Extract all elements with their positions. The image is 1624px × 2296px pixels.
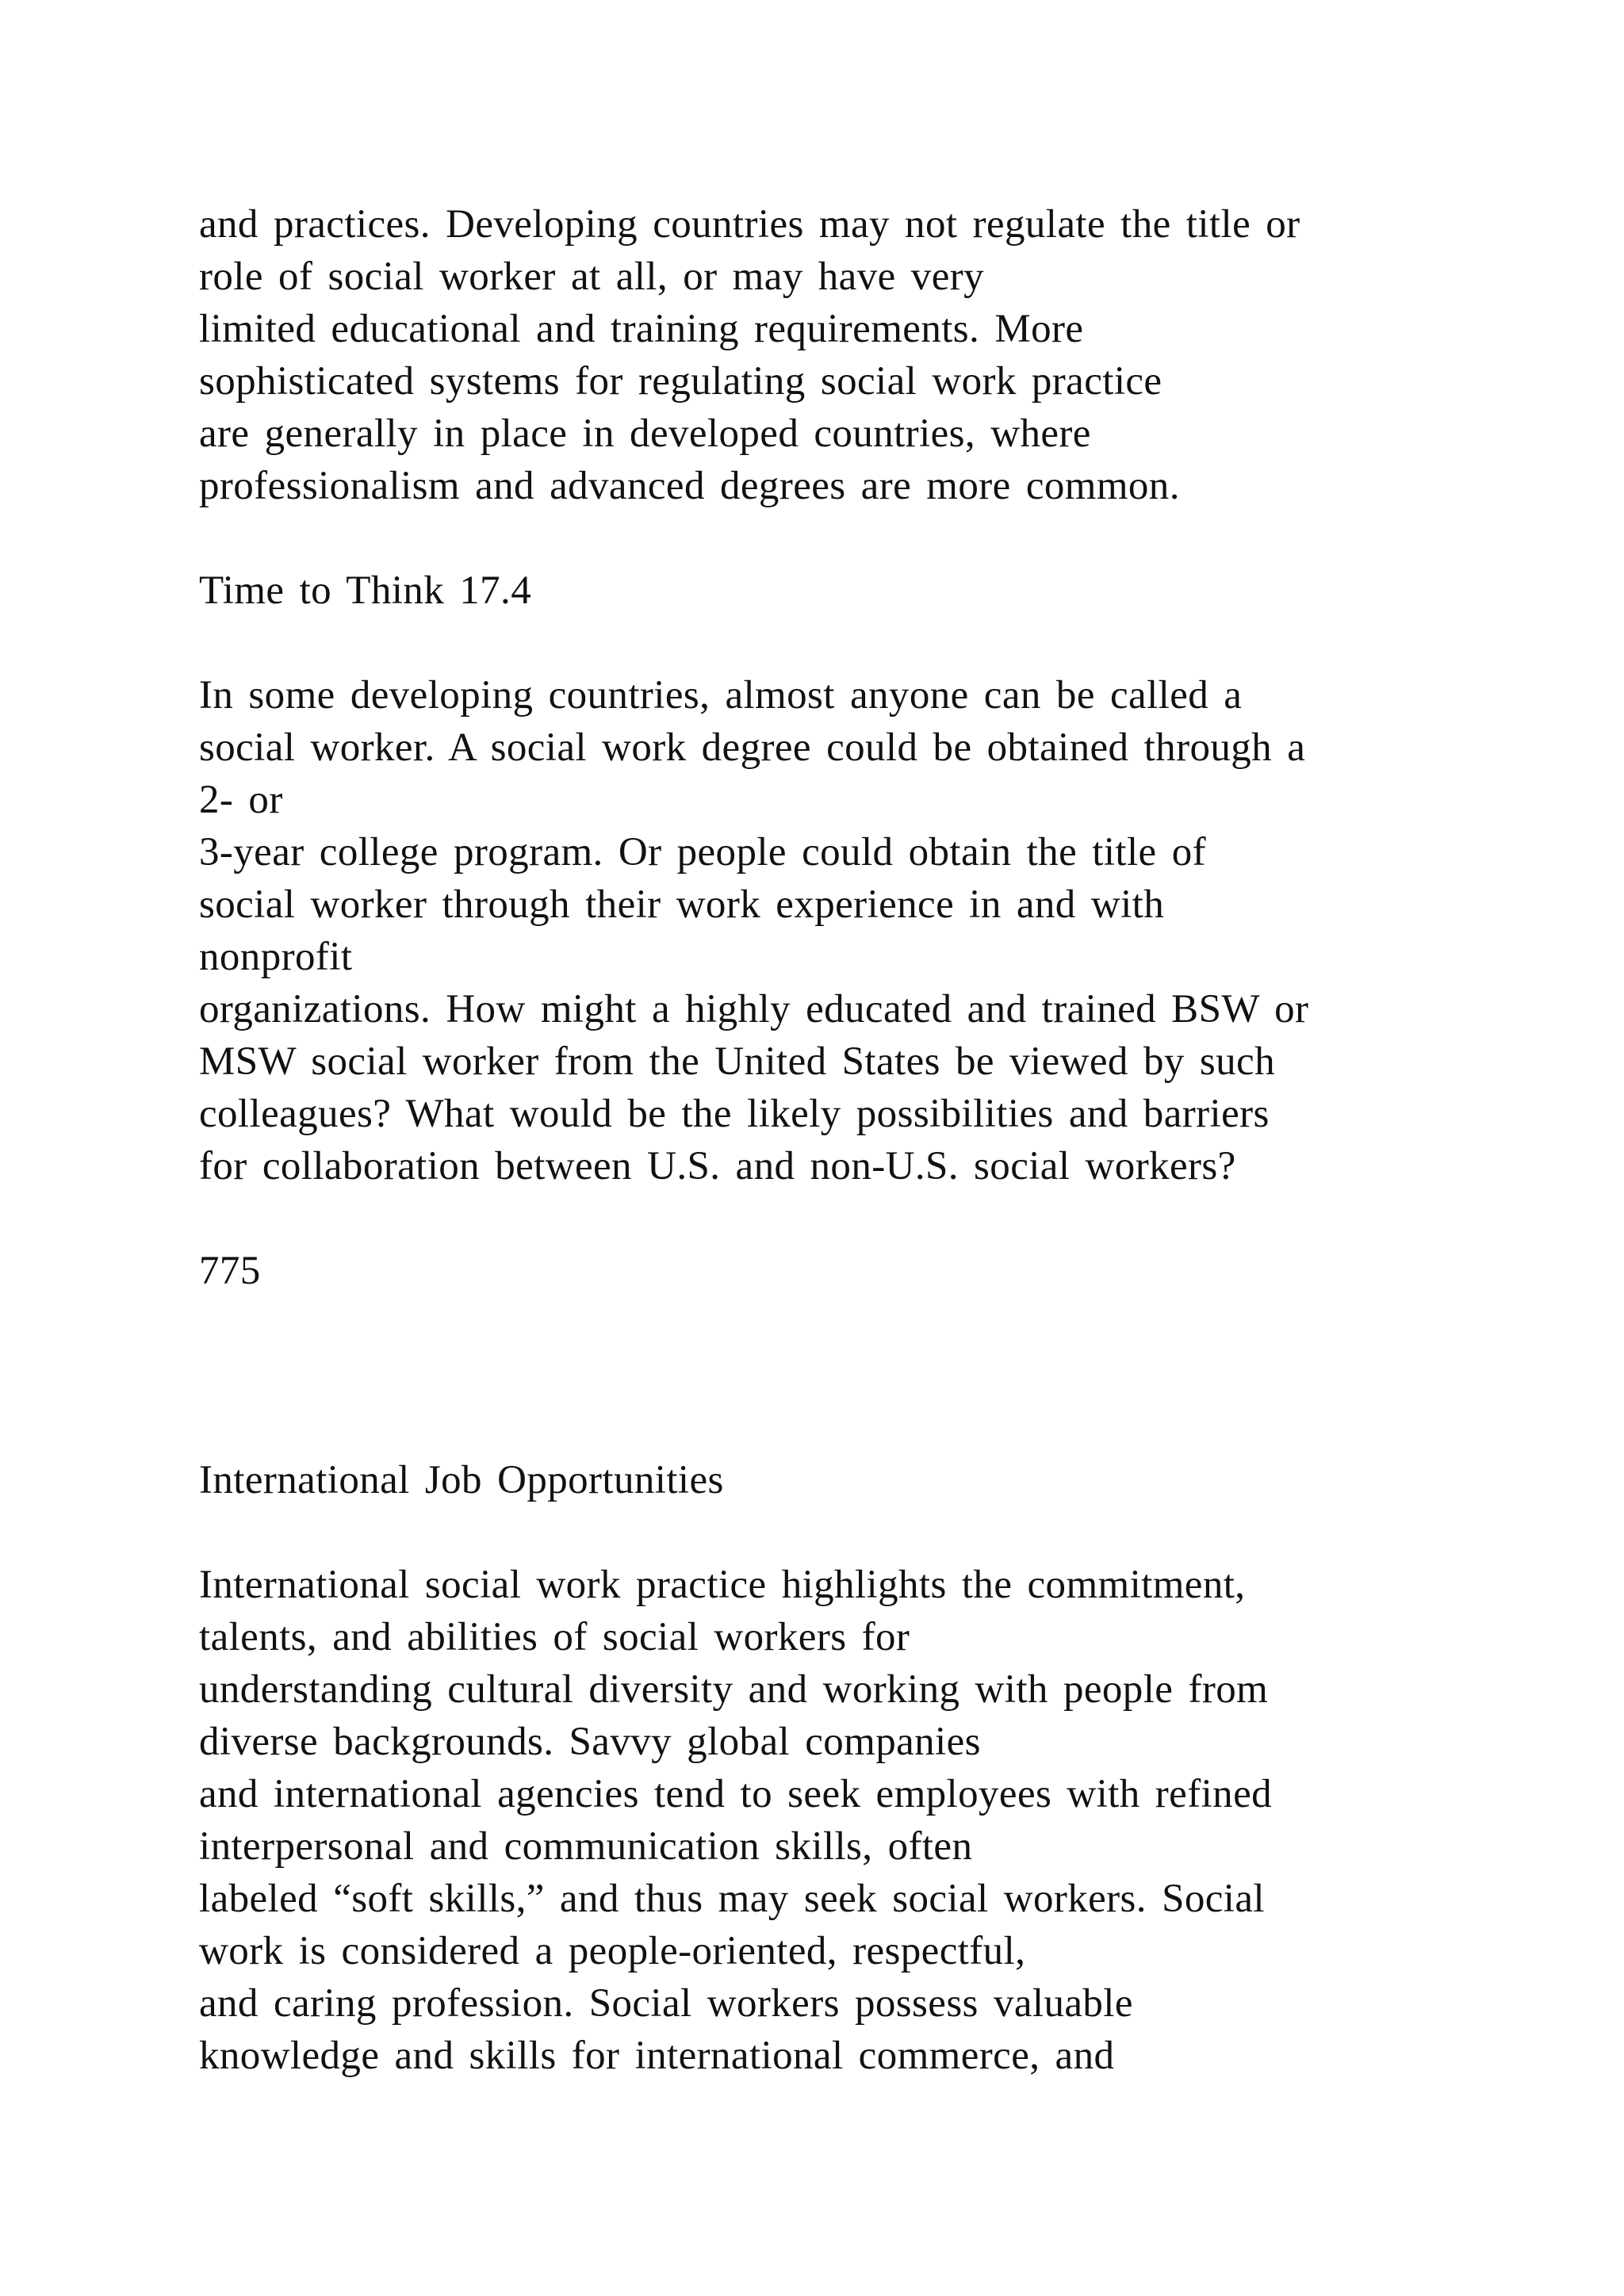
page-number: 775 [199, 1249, 261, 1293]
text-line: social worker through their work experience in and with [199, 882, 1165, 927]
text-line: talents, and abilities of social workers for [199, 1615, 910, 1659]
text-line: diverse backgrounds. Savvy global companies [199, 1720, 981, 1764]
text-line: MSW social worker from the United States be viewed by such [199, 1039, 1275, 1084]
text-line: sophisticated systems for regulating social work practice [199, 359, 1162, 404]
text-line: understanding cultural diversity and working with people from [199, 1667, 1269, 1712]
text-line: interpersonal and communication skills, often [199, 1824, 973, 1869]
text-line: social worker. A social work degree could be obtained through a [199, 725, 1306, 770]
text-line: nonprofit [199, 935, 353, 979]
text-line: professionalism and advanced degrees are more common. [199, 464, 1180, 508]
text-line: 3-year college program. Or people could obtain the title of [199, 830, 1206, 874]
text-line: work is considered a people-oriented, respectful, [199, 1929, 1026, 1973]
text-line: In some developing countries, almost anyone can be called a [199, 673, 1243, 718]
text-line: are generally in place in developed countries, where [199, 411, 1091, 456]
text-line: and international agencies tend to seek employees with refined [199, 1772, 1273, 1816]
text-line: limited educational and training requirements. More [199, 307, 1084, 351]
text-line: knowledge and skills for international commerce, and [199, 2034, 1115, 2078]
text-line: and practices. Developing countries may not regulate the title or [199, 202, 1300, 247]
text-line: International social work practice highlights the commitment, [199, 1563, 1246, 1607]
section-heading: International Job Opportunities [199, 1458, 724, 1502]
text-line: organizations. How might a highly educated and trained BSW or [199, 987, 1309, 1031]
box-heading: Time to Think 17.4 [199, 568, 532, 613]
text-line: and caring profession. Social workers possess valuable [199, 1981, 1133, 2026]
text-line: labeled “soft skills,” and thus may seek social workers. Social [199, 1877, 1265, 1921]
text-line: role of social worker at all, or may have very [199, 254, 985, 299]
text-line: 2- or [199, 778, 283, 822]
text-line: for collaboration between U.S. and non-U.S. social workers? [199, 1144, 1236, 1188]
text-line: colleagues? What would be the likely possibilities and barriers [199, 1092, 1270, 1136]
